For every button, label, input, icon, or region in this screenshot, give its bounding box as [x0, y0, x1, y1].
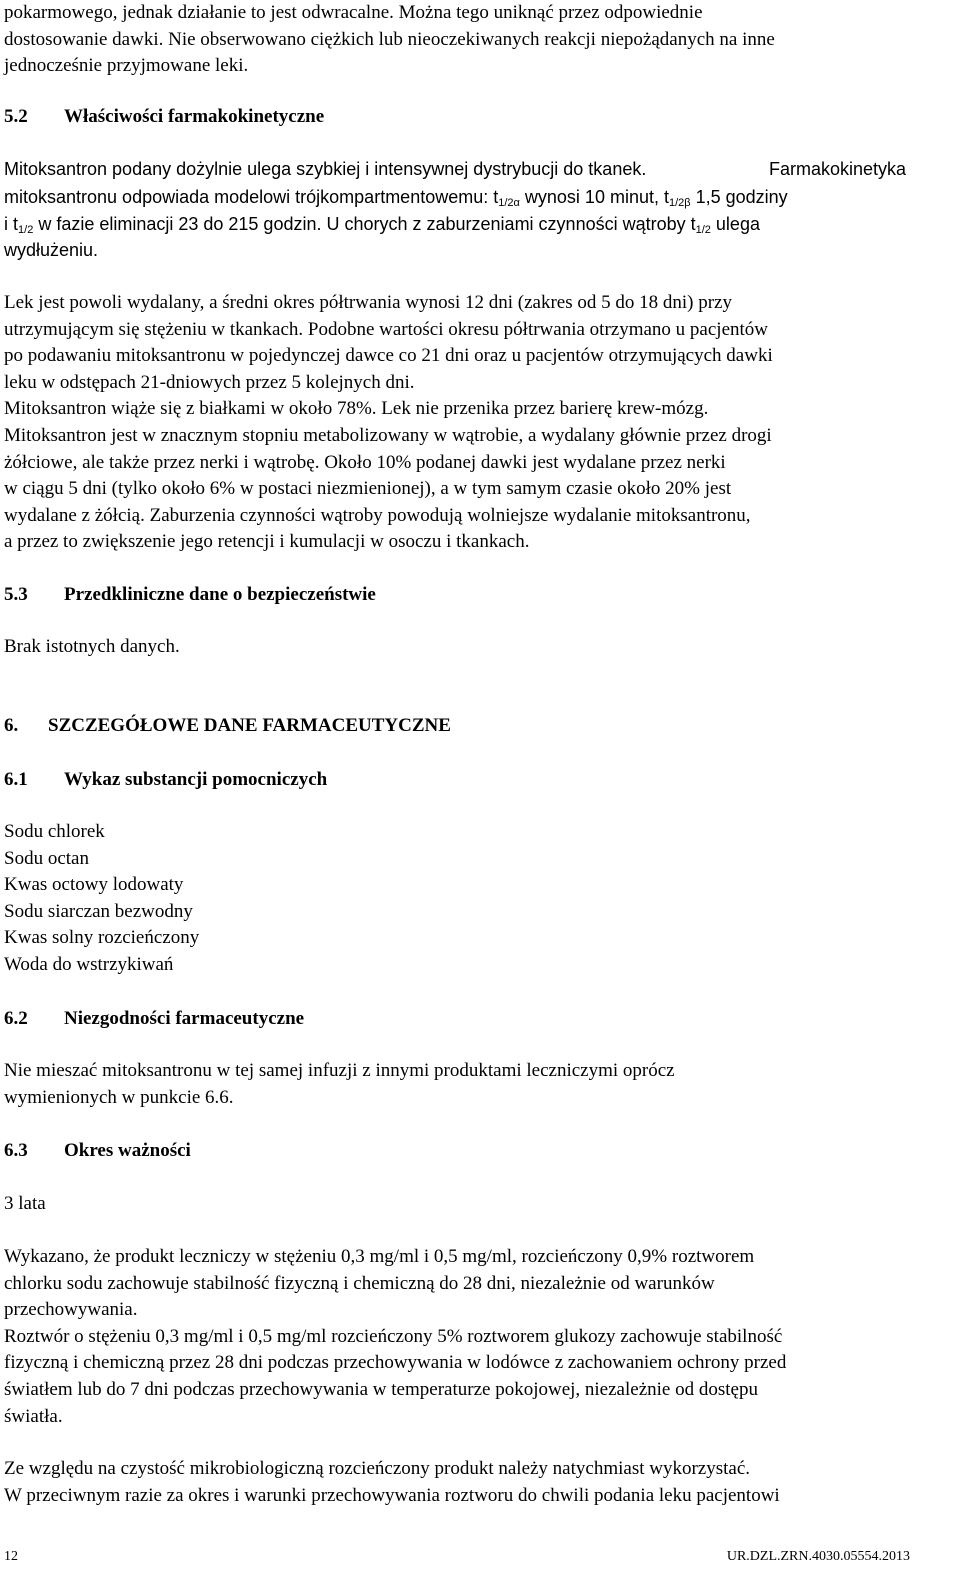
list-item: Kwas solny rozcieńczony [4, 927, 200, 949]
shelf-life-value: 3 lata [4, 1193, 46, 1214]
intro-paragraph [4, 0, 775, 80]
list-item: Woda do wstrzykiwań [4, 953, 174, 975]
list-item: Sodu chlorek [4, 821, 105, 842]
text-line: Lek jest powoli wydalany, a średni okres półtrwania wynosi 12 dni (zakres od 5 do 18 dni) przy [4, 292, 732, 313]
text-line: wydalane z żółcią. Zaburzenia czynności wątroby powodują wolniejsze wydalanie mitoksantronu, [4, 504, 751, 526]
section-number: 6.2 [4, 1008, 28, 1029]
text-line: dostosowanie dawki. Nie obserwowano ciężkich lub nieoczekiwanych reakcji niepożądanych na inne [4, 28, 775, 50]
text-line: przechowywania. [4, 1299, 138, 1321]
text-fragment: Farmakokinetyka [769, 159, 907, 179]
section-6-2-heading [4, 1006, 304, 1033]
section-5-2-heading [4, 104, 324, 131]
text-line: żółciowe, ale także przez nerki i wątrobę. Około 10% podanej dawki jest wydalane przez nerki [4, 451, 726, 473]
text-line: w ciągu 5 dni (tylko około 6% w postaci niezmienionej), a w tym samym czasie około 20% jest [4, 478, 732, 500]
section-6-1-heading [4, 767, 327, 794]
text-line: fizyczną i chemiczną przez 28 dni podczas przechowywania w lodówce z zachowaniem ochrony przed [4, 1352, 787, 1374]
text-line: światła. [4, 1405, 63, 1427]
section-number: 6.1 [4, 769, 28, 790]
text-line: Mitoksantron wiąże się z białkami w około 78%. Lek nie przenika przez barierę krew-mózg. [4, 398, 709, 420]
incompatibilities-paragraph [4, 1058, 675, 1111]
section-6-heading [4, 713, 451, 740]
page-number: 12 [4, 1549, 18, 1564]
text-line: Nie mieszać mitoksantronu w tej samej infuzji z innymi produktami leczniczymi oprócz [4, 1060, 675, 1081]
elimination-paragraph [4, 290, 956, 556]
text-line: po podawaniu mitoksantronu w pojedynczej dawce co 21 dni oraz u pacjentów otrzymujących dawki [4, 345, 773, 367]
half-life-beta-subscript: 1/2β [668, 197, 691, 209]
text-line: Wykazano, że produkt leczniczy w stężeniu 0,3 mg/ml i 0,5 mg/ml, rozcieńczony 0,9% roztworem [4, 1246, 755, 1267]
section-number: 5.2 [4, 106, 28, 127]
list-item: Sodu siarczan bezwodny [4, 900, 193, 922]
document-code: UR.DZL.ZRN.4030.05554.2013 [726, 1549, 910, 1564]
section-title: Wykaz substancji pomocniczych [64, 769, 328, 790]
text-line: i $t_{1/2}$ w fazie eliminacji 23 do 215 godzin. U chorych z zaburzeniami czynności wątroby $t_{1/2}$ ulega [4, 213, 760, 236]
section-title: Właściwości farmakokinetyczne [64, 106, 325, 127]
section-title: Okres ważności [64, 1140, 191, 1161]
text-line: mitoksantronu odpowiada modelowi trójkompartmentowemu: $t_{1/2\alpha}$ wynosi 10 minut, $t_{1/2\beta}$ 1,5 godziny [4, 187, 788, 209]
section-5-3-text: Brak istotnych danych. [4, 636, 180, 657]
text-line: W przeciwnym razie za okres i warunki przechowywania roztworu do chwili podania leku pacjentowi [4, 1484, 780, 1506]
text-line: Ze względu na czystość mikrobiologiczną rozcieńczony produkt należy natychmiast wykorzystać. [4, 1458, 751, 1479]
text-line: jednocześnie przyjmowane leki. [4, 55, 249, 77]
microbiology-paragraph [4, 1456, 956, 1509]
list-item: Sodu octan [4, 847, 89, 869]
text-line: Mitoksantron podany dożylnie ulega szybkiej i intensywnej dystrybucji do tkanek. [4, 159, 647, 179]
text-line: wymienionych w punkcie 6.6. [4, 1086, 234, 1108]
text-line: leku w odstępach 21-dniowych przez 5 kolejnych dni. [4, 371, 415, 393]
text-line: a przez to zwiększenie jego retencji i kumulacji w osoczu i tkankach. [4, 531, 530, 553]
section-5-3-heading [4, 582, 376, 609]
text-line: utrzymującym się stężeniu w tkankach. Podobne wartości okresu półtrwania otrzymano u pacjentów [4, 318, 768, 340]
section-6-3-heading [4, 1138, 191, 1165]
section-number: 6. [4, 715, 19, 736]
text-line: wydłużeniu. [4, 240, 99, 261]
text-line: chlorku sodu zachowuje stabilność fizyczną i chemiczną do 28 dni, niezależnie od warunków [4, 1272, 715, 1294]
text-line: Roztwór o stężeniu 0,3 mg/ml i 0,5 mg/ml rozcieńczony 5% roztworem glukozy zachowuje stabilność [4, 1325, 783, 1347]
pharmacokinetics-continued [4, 184, 956, 264]
section-title: SZCZEGÓŁOWE DANE FARMACEUTYCZNE [48, 715, 451, 736]
section-number: 5.3 [4, 584, 28, 605]
stability-paragraph [4, 1244, 956, 1430]
excipients-list [4, 819, 199, 979]
section-title: Przedkliniczne dane o bezpieczeństwie [64, 584, 376, 605]
section-title: Niezgodności farmaceutyczne [64, 1008, 305, 1029]
list-item: Kwas octowy lodowaty [4, 874, 184, 896]
half-life-alpha-subscript: 1/2α [498, 197, 520, 209]
text-line: pokarmowego, jednak działanie to jest odwracalne. Można tego uniknąć przez odpowiednie [4, 2, 703, 23]
section-number: 6.3 [4, 1140, 28, 1161]
text-line: Mitoksantron jest w znacznym stopniu metabolizowany w wątrobie, a wydalany głównie przez drogi [4, 424, 772, 446]
text-line: światłem lub do 7 dni podczas przechowywania w temperaturze pokojowej, niezależnie od dostępu [4, 1378, 758, 1400]
